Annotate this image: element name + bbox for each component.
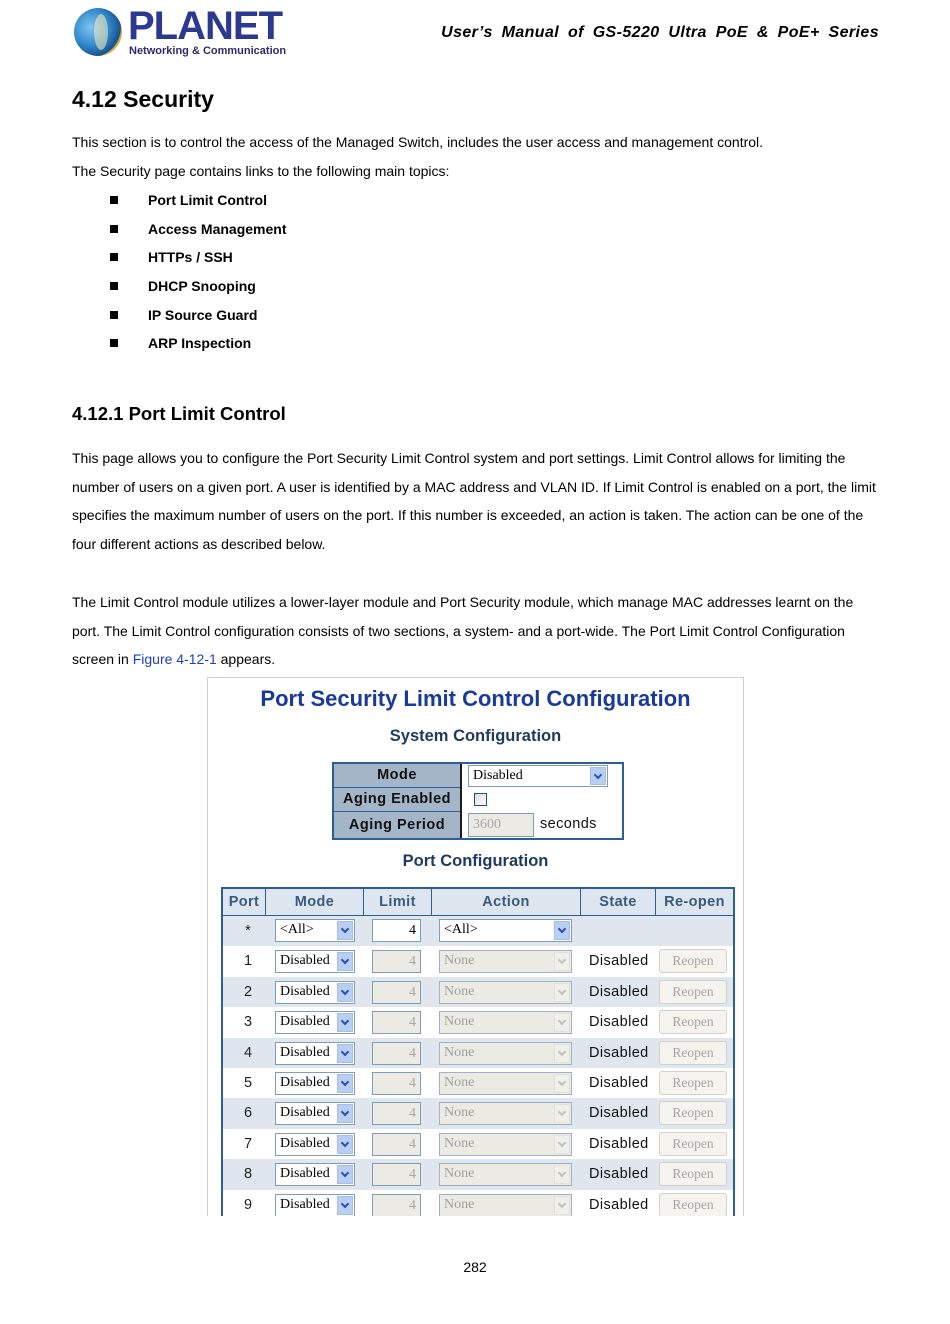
col-header-mode: Mode [266,889,364,915]
limit-input[interactable]: 4 [372,1102,421,1125]
chevron-down-icon [337,921,353,940]
chevron-down-icon [554,983,570,1002]
state-cell: Disabled [589,953,649,970]
globe-logo-icon [74,8,122,56]
topic-label: Access Management [148,220,287,237]
limit-input-all[interactable]: 4 [372,919,421,942]
chevron-down-icon [337,1044,353,1063]
action-select[interactable] [439,1042,572,1065]
select-value: None [444,1074,475,1090]
table-row [223,1129,733,1159]
chevron-down-icon [554,1044,570,1063]
select-value: Disabled [473,768,523,783]
chevron-down-icon [554,952,570,971]
mode-select[interactable] [275,981,355,1004]
port-cell: 2 [243,983,253,1000]
select-value: Disabled [280,953,330,969]
reopen-button[interactable]: Reopen [659,949,727,973]
square-bullet-icon [110,339,118,347]
select-value: Disabled [280,1014,330,1030]
aging-period-row [334,812,622,838]
chevron-down-icon [554,1196,570,1215]
table-row [223,1098,733,1128]
port-cell: 5 [243,1074,253,1091]
select-value: Disabled [280,1135,330,1151]
chevron-down-icon [337,1196,353,1215]
reopen-button[interactable]: Reopen [659,1101,727,1125]
action-select[interactable] [439,1133,572,1156]
topic-item[interactable] [108,301,287,330]
select-value: Disabled [280,1074,330,1090]
table-row [223,1007,733,1037]
reopen-button[interactable]: Reopen [659,1132,727,1156]
subsection-title: 4.12.1 Port Limit Control [72,403,286,424]
chevron-down-icon [337,952,353,971]
topic-label: HTTPs / SSH [148,249,233,266]
select-value: Disabled [280,1044,330,1060]
select-value: <All> [444,922,478,937]
topic-label: DHCP Snooping [148,278,256,295]
select-value: <All> [280,922,314,937]
col-header-state: State [581,889,656,915]
mode-label: Mode [334,764,460,788]
planet-logo [72,4,287,60]
port-cell: 9 [243,1196,253,1213]
select-value: Disabled [280,1166,330,1182]
table-row-all [223,916,733,946]
select-value: None [444,953,475,969]
select-value: None [444,1166,475,1182]
topic-item[interactable] [108,272,287,301]
select-value: None [444,983,475,999]
topic-item[interactable] [108,186,287,215]
select-value: None [444,1196,475,1212]
aging-period-unit: seconds [540,816,597,832]
state-cell: Disabled [589,1135,649,1152]
chevron-down-icon [590,767,606,785]
table-row [223,1159,733,1189]
chevron-down-icon [554,1074,570,1093]
figure-link[interactable]: Figure 4-12-1 [132,651,217,668]
logo-brand: PLANET [128,4,282,48]
reopen-button[interactable]: Reopen [659,980,727,1004]
system-mode-select[interactable] [468,765,608,787]
action-select[interactable] [439,1163,572,1186]
mode-select-all[interactable] [275,919,355,942]
aging-enabled-row [334,788,622,812]
select-value: None [444,1135,475,1151]
table-row [223,1068,733,1098]
chevron-down-icon [554,921,570,940]
mode-select[interactable] [275,1102,355,1125]
square-bullet-icon [110,311,118,319]
select-value: None [444,1014,475,1030]
state-cell: Disabled [589,983,649,1000]
logo-tagline: Networking & Communication [129,45,287,57]
action-select[interactable] [439,1102,572,1125]
system-config-table [332,762,624,840]
state-cell: Disabled [589,1166,649,1183]
reopen-button[interactable]: Reopen [659,1162,727,1186]
table-header [223,889,733,916]
links-intro: The Security page contains links to the following main topics: [72,163,450,179]
port-cell: 6 [243,1105,253,1122]
chevron-down-icon [337,1074,353,1093]
mode-select[interactable] [275,1194,355,1216]
col-header-limit: Limit [364,889,432,915]
limit-input[interactable]: 4 [372,1042,421,1065]
state-cell: Disabled [589,1105,649,1122]
table-row [223,977,733,1007]
action-select[interactable] [439,1011,572,1034]
select-value: Disabled [280,983,330,999]
mode-select[interactable] [275,950,355,973]
paragraph-text: The Limit Control module utilizes a lower-layer module and Port Security module, which manage MAC addresses learnt on the port. The Limit Control configuration consists of two sections, a system- and a port-wide. The Port Limit Control Configuration screen in [72,594,854,668]
chevron-down-icon [337,1165,353,1184]
topic-label: Port Limit Control [148,192,267,208]
square-bullet-icon [110,225,118,233]
subsection-paragraph-2 [72,588,882,674]
reopen-button[interactable]: Reopen [659,1071,727,1095]
page-number: 282 [463,1259,487,1275]
manual-title: User’s Manual of GS-5220 Ultra PoE & PoE+ Series [441,24,879,41]
chevron-down-icon [554,1165,570,1184]
port-cell: 7 [243,1135,253,1152]
aging-period-label: Aging Period [334,812,460,838]
chevron-down-icon [554,1104,570,1123]
select-value: Disabled [280,1196,330,1212]
port-cell: 3 [243,1014,253,1031]
aging-enabled-label: Aging Enabled [334,788,460,812]
port-cell: 4 [243,1044,253,1061]
action-select-all[interactable] [439,919,572,942]
square-bullet-icon [110,196,118,204]
port-cell: * [245,923,251,939]
chevron-down-icon [554,1013,570,1032]
limit-input[interactable]: 4 [372,981,421,1004]
mode-select[interactable] [275,1133,355,1156]
square-bullet-icon [110,282,118,290]
square-bullet-icon [110,253,118,261]
col-header-port: Port [223,889,266,915]
mode-select[interactable] [275,1163,355,1186]
topic-list [108,186,287,358]
action-select[interactable] [439,950,572,973]
chevron-down-icon [337,1013,353,1032]
limit-input[interactable]: 4 [372,950,421,973]
paragraph-text: appears. [216,651,276,668]
reopen-button[interactable]: Reopen [659,1010,727,1034]
port-config-heading: Port Configuration [402,852,549,870]
action-select[interactable] [439,1194,572,1216]
table-row [223,1038,733,1068]
topic-label: ARP Inspection [148,335,252,352]
port-cell: 8 [243,1166,253,1183]
state-cell: Disabled [589,1044,649,1061]
reopen-button[interactable]: Reopen [659,1041,727,1065]
reopen-button[interactable]: Reopen [659,1193,727,1216]
col-header-reopen: Re-open [664,894,725,910]
topic-label: IP Source Guard [148,306,258,323]
action-select[interactable] [439,981,572,1004]
topic-item[interactable] [108,215,287,244]
col-header-action: Action [432,889,581,915]
table-row [223,1190,733,1216]
state-cell: Disabled [589,1196,649,1213]
subsection-paragraph-1: This page allows you to configure the Port Security Limit Control system and port settings. Limit Control allows for limiting the number of users on a given port. A user is identified by a MAC address and VLAN ID. If Limit Control is enabled on a port, the limit specifies the maximum number of users on the port. If this number is exceeded, an action is taken. The action can be one of the four different actions as described below. [72,450,876,553]
select-value: None [444,1105,475,1121]
mode-select[interactable] [275,1042,355,1065]
topic-item[interactable] [108,243,287,272]
state-cell: Disabled [589,1014,649,1031]
section-title: 4.12 Security [72,86,214,112]
port-config-table [221,887,735,1216]
chevron-down-icon [337,1135,353,1154]
system-config-heading: System Configuration [389,727,562,745]
chevron-down-icon [337,983,353,1002]
action-select[interactable] [439,1072,572,1095]
topic-item[interactable] [108,329,287,358]
port-cell: 1 [243,953,253,970]
chevron-down-icon [554,1135,570,1154]
limit-input[interactable]: 4 [372,1133,421,1156]
figure-port-limit-config [207,677,744,1216]
section-intro: This section is to control the access of the Managed Switch, includes the user access and management control. [72,134,764,150]
select-value: Disabled [280,1105,330,1121]
mode-select[interactable] [275,1011,355,1034]
limit-input[interactable]: 4 [372,1011,421,1034]
select-value: None [444,1044,475,1060]
state-cell: Disabled [589,1074,649,1091]
limit-input[interactable]: 4 [372,1194,421,1216]
limit-input[interactable]: 4 [372,1163,421,1186]
table-row [223,946,733,976]
mode-select[interactable] [275,1072,355,1095]
aging-period-input[interactable]: 3600 [468,813,534,837]
aging-enabled-checkbox[interactable] [474,793,487,806]
figure-title: Port Security Limit Control Configuration [260,686,691,711]
mode-row [334,764,622,788]
chevron-down-icon [337,1104,353,1123]
limit-input[interactable]: 4 [372,1072,421,1095]
